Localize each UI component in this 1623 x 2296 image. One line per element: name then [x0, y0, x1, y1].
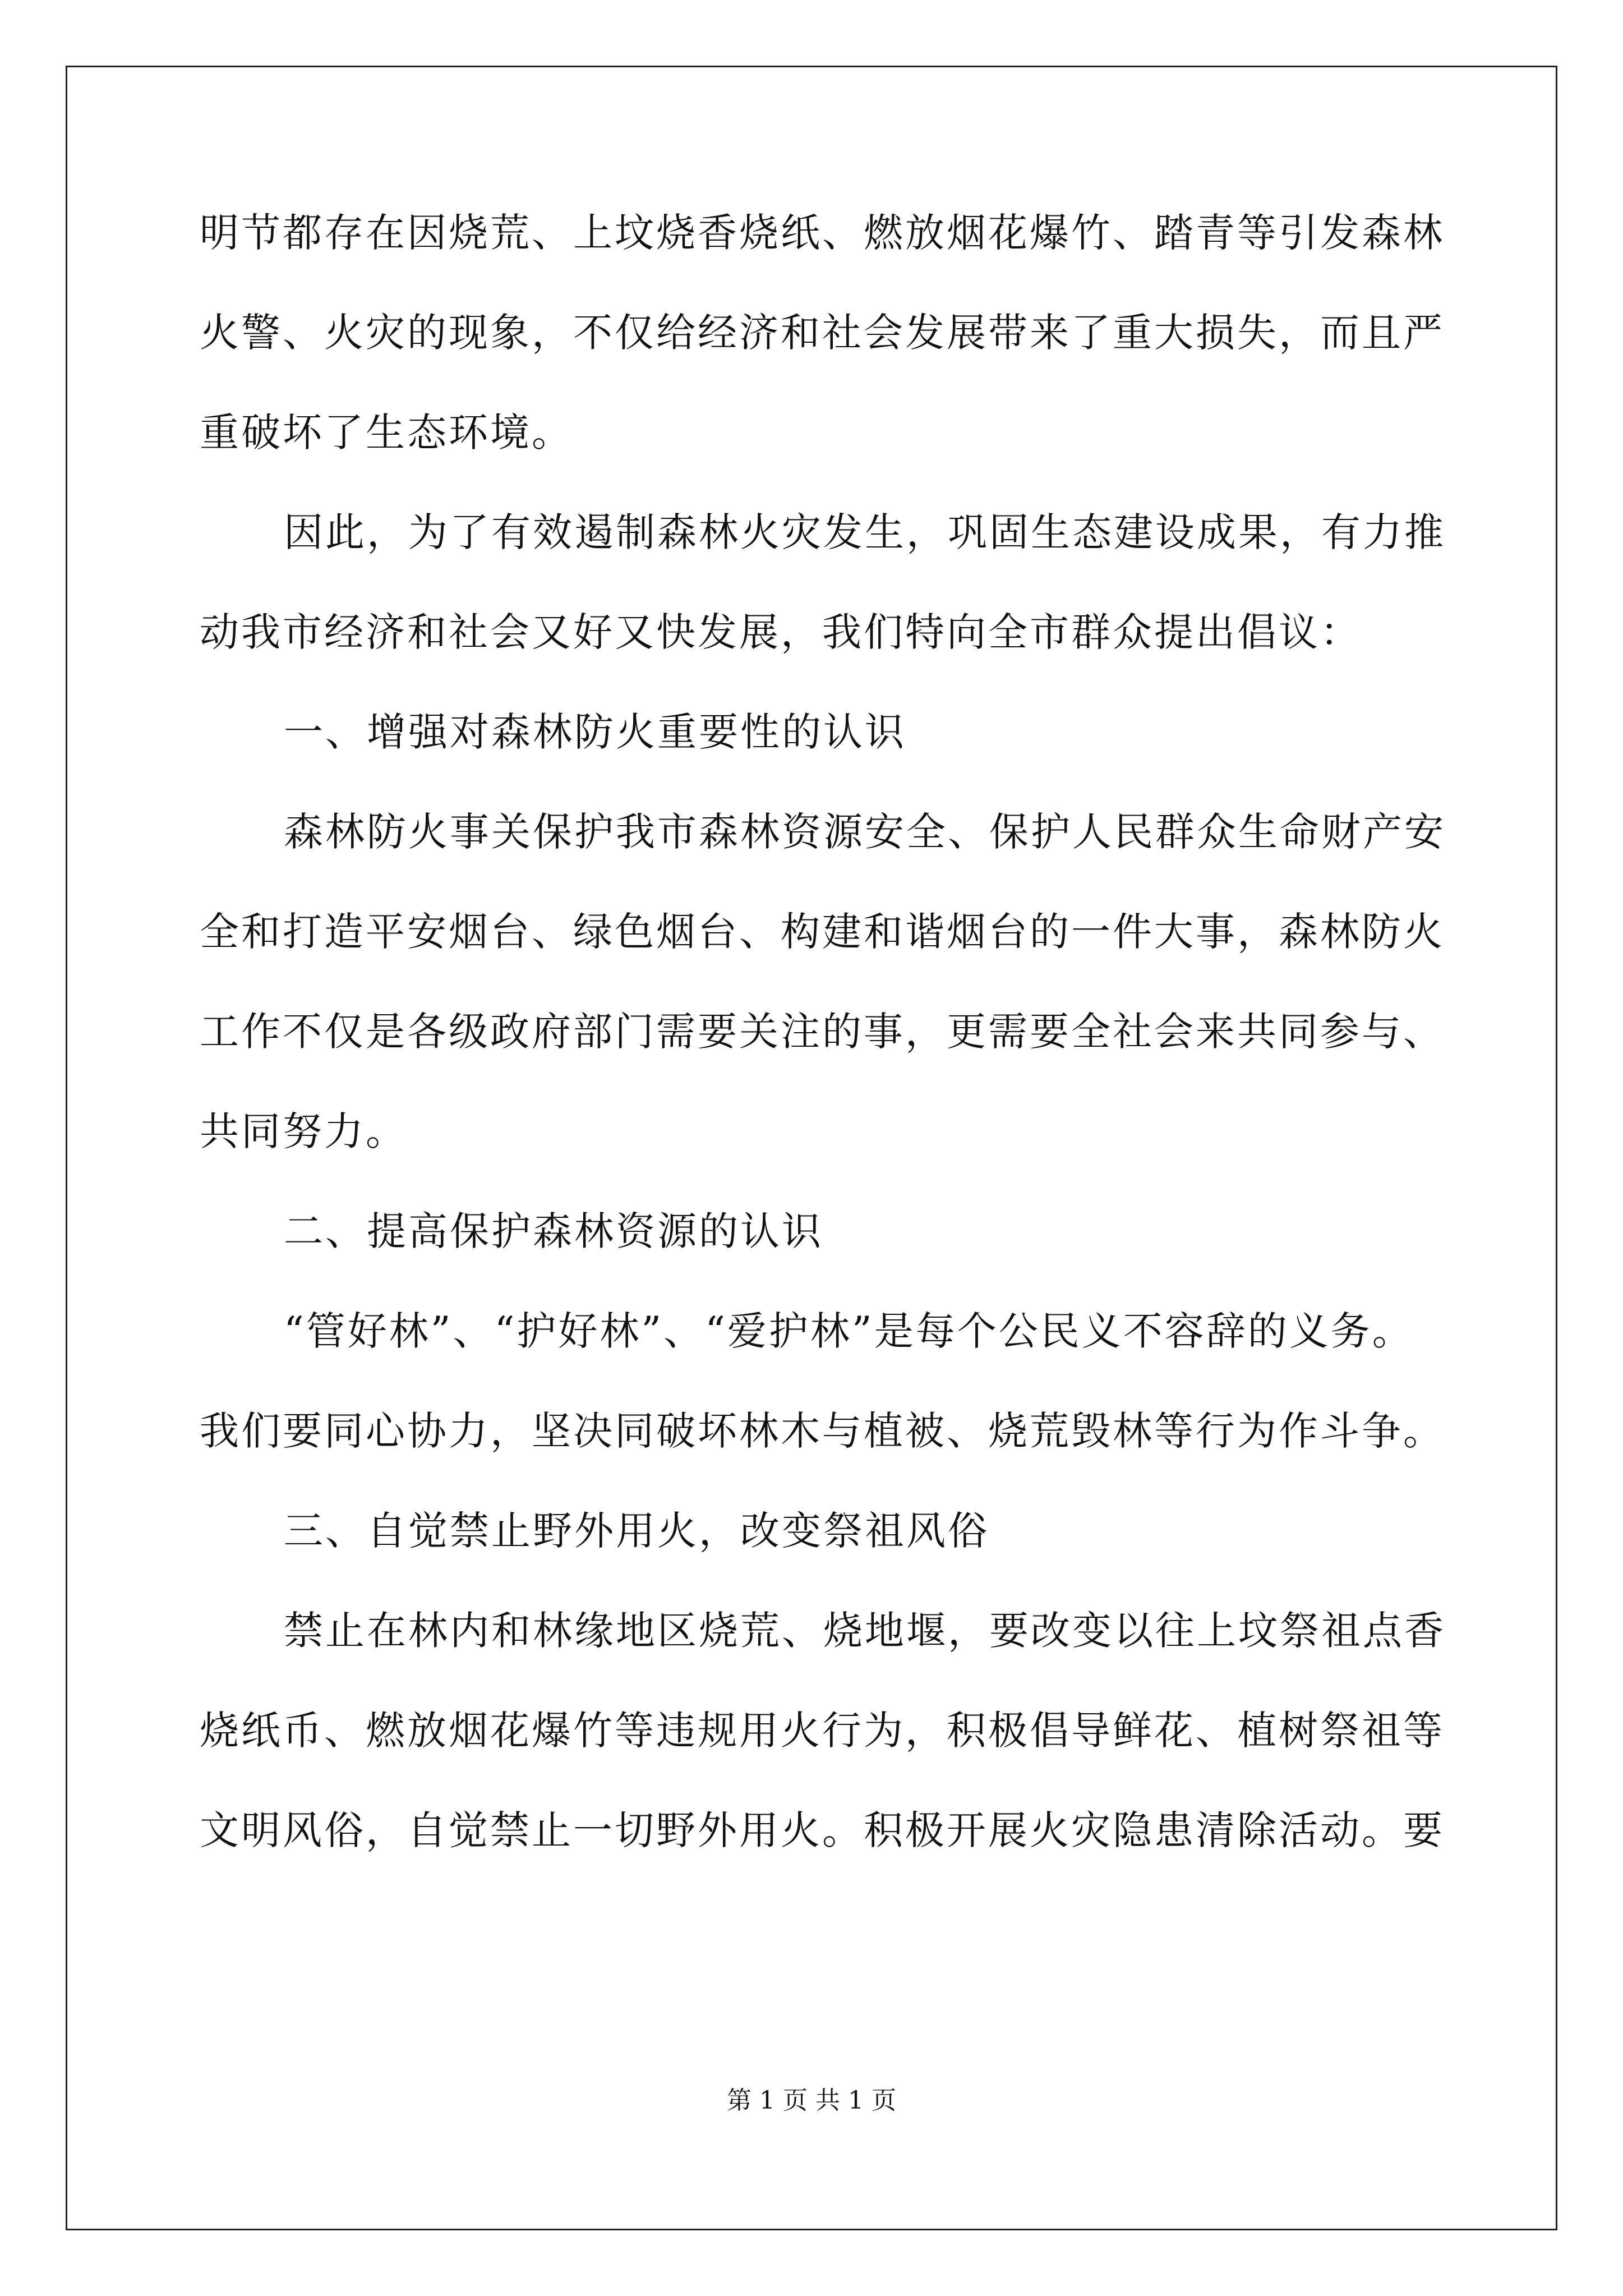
text-line: 明节都存在因烧荒、上坟烧香烧纸、燃放烟花爆竹、踏青等引发森林	[200, 210, 1445, 256]
text-line: 全和打造平安烟台、绿色烟台、构建和谐烟台的一件大事，森林防火	[200, 909, 1445, 955]
text-line: 我们要同心协力，坚决同破坏林木与植被、烧荒毁林等行为作斗争。	[200, 1408, 1445, 1454]
text-line: 重破坏了生态环境。	[200, 409, 573, 455]
section-heading: 三、自觉禁止野外用火，改变祭祖风俗	[284, 1508, 989, 1554]
text-line: 文明风俗，自觉禁止一切野外用火。积极开展火灾隐患清除活动。要	[200, 1807, 1445, 1853]
page-number-footer: 第 1 页 共 1 页	[727, 2086, 896, 2115]
paragraph-first-line: 禁止在林内和林缘地区烧荒、烧地堰，要改变以往上坟祭祖点香	[284, 1608, 1446, 1654]
text-line: 共同努力。	[200, 1108, 407, 1154]
section-heading: 一、增强对森林防火重要性的认识	[284, 709, 906, 755]
paragraph-first-line: “管好林”、“护好林”、“爱护林”是每个公民义不容辞的义务。	[284, 1308, 1414, 1354]
paragraph-first-line: 森林防火事关保护我市森林资源安全、保护人民群众生命财产安	[284, 809, 1446, 855]
section-heading: 二、提高保护森林资源的认识	[284, 1208, 823, 1254]
paragraph-first-line: 因此，为了有效遏制森林火灾发生，巩固生态建设成果，有力推	[284, 509, 1446, 555]
text-line: 工作不仅是各级政府部门需要关注的事，更需要全社会来共同参与、	[200, 1009, 1445, 1055]
text-line: 火警、火灾的现象，不仅给经济和社会发展带来了重大损失，而且严	[200, 310, 1445, 356]
text-line: 烧纸币、燃放烟花爆竹等违规用火行为，积极倡导鲜花、植树祭祖等	[200, 1708, 1445, 1754]
text-line: 动我市经济和社会又好又快发展，我们特向全市群众提出倡议：	[200, 609, 1362, 655]
